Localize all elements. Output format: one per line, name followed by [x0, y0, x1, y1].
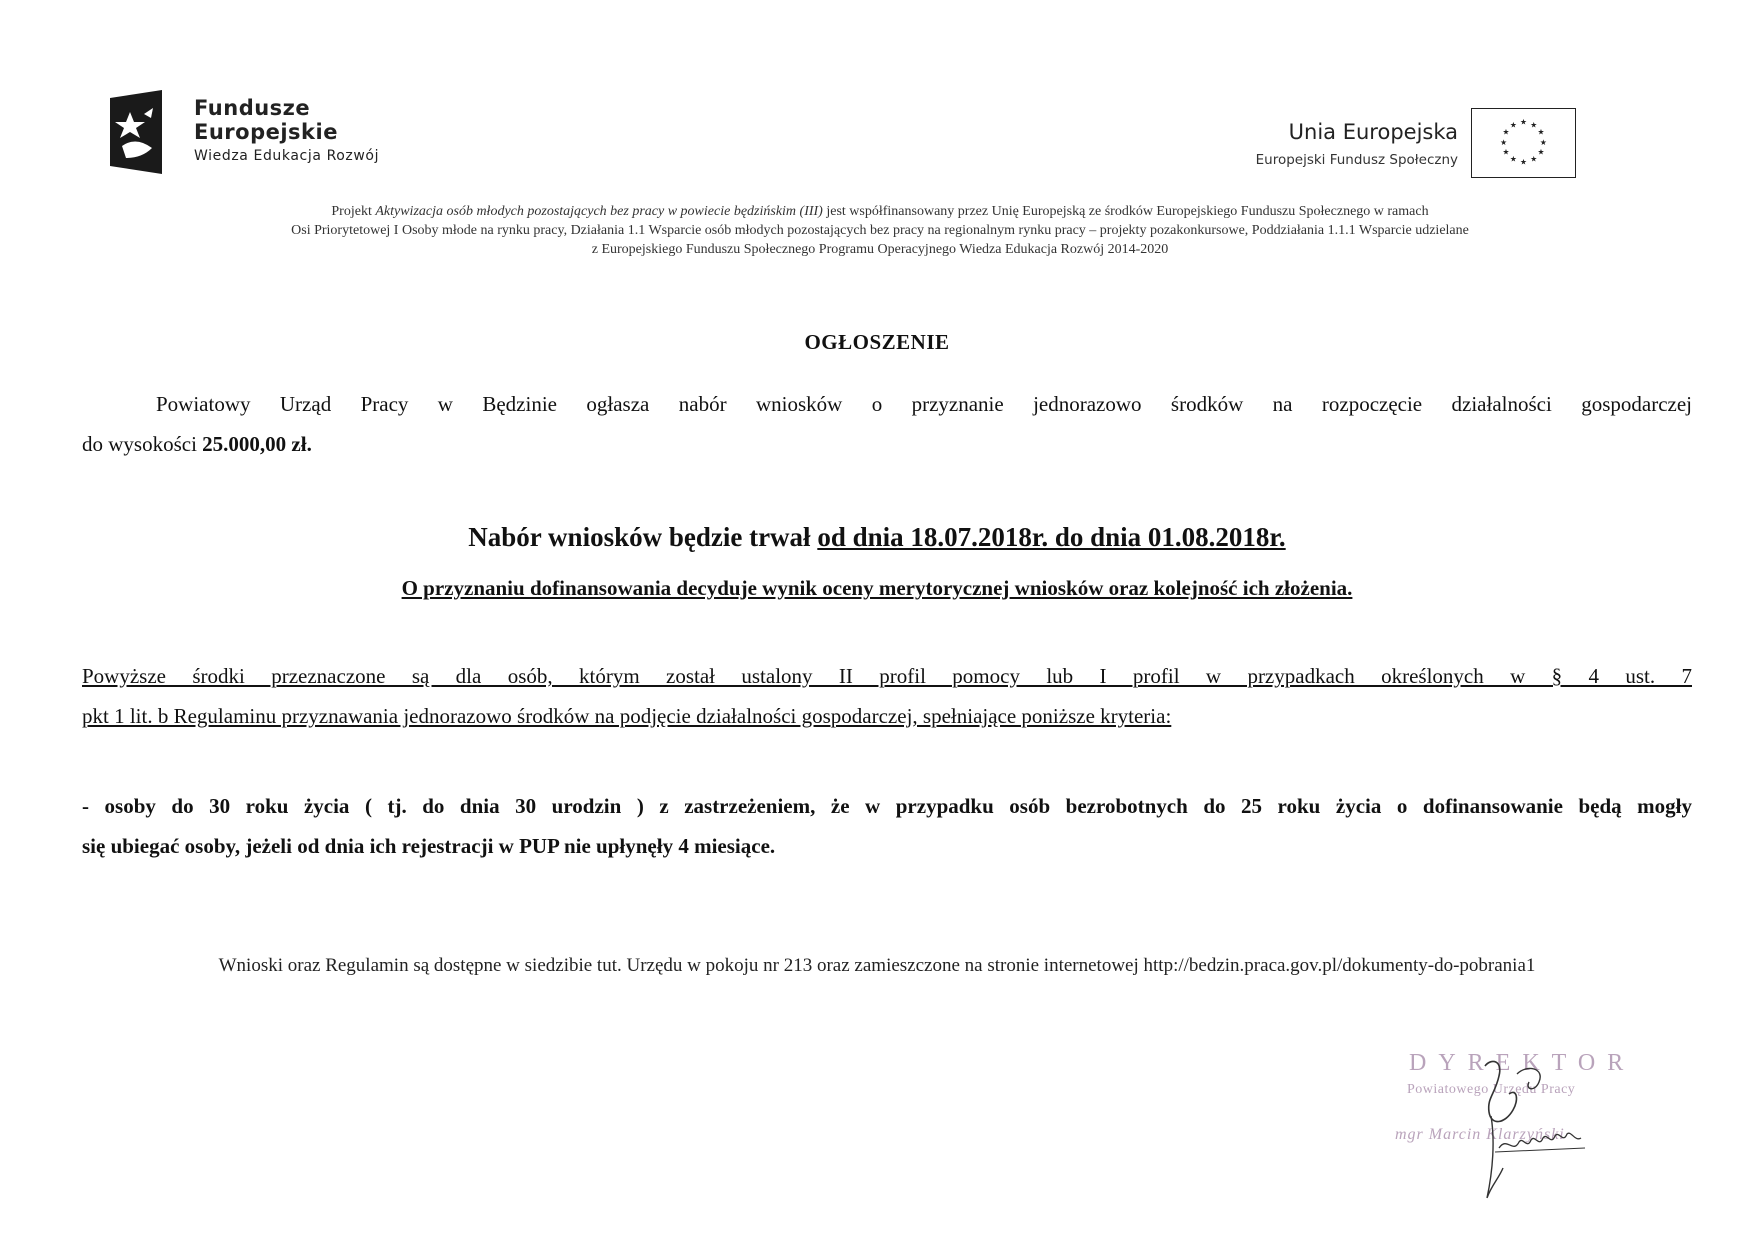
- svg-text:★: ★: [1500, 137, 1508, 147]
- eu-logo-subtitle: Europejski Fundusz Społeczny: [1255, 152, 1458, 168]
- svg-text:★: ★: [1530, 120, 1538, 130]
- project-cofinancing-note: [60, 202, 1700, 259]
- svg-text:★: ★: [1537, 127, 1545, 137]
- project-note-line3: z Europejskiego Funduszu Społecznego Programu Operacyjnego Wiedza Edukacja Rozwój 2014-2020: [591, 242, 1169, 257]
- amount-label: do wysokości: [82, 432, 203, 456]
- criteria-line2: się ubiegać osoby, jeżeli od dnia ich rejestracji w PUP nie upłynęły 4 miesiące.: [82, 834, 776, 858]
- svg-text:★: ★: [1502, 127, 1510, 137]
- fe-logo-line1: Fundusze: [194, 96, 311, 120]
- page-title: OGŁOSZENIE: [804, 330, 950, 354]
- project-note-prefix: Projekt: [331, 204, 376, 219]
- project-note-line2: Osi Priorytetowej I Osoby młode na rynku pracy, Działania 1.1 Wsparcie osób młodych pozostających bez pracy na regionalnym rynku pracy – projekty pozakonkursowe, Poddziałania 1.1.1 Wsparcie udzielane: [291, 223, 1469, 238]
- fundusze-europejskie-mark-icon: [110, 90, 168, 174]
- recruitment-dates: od dnia 18.07.2018r. do dnia 01.08.2018r.: [817, 522, 1286, 552]
- amount-value: 25.000,00 zł.: [202, 432, 312, 456]
- fe-logo-line2: Europejskie: [194, 120, 338, 144]
- svg-text:★: ★: [1520, 117, 1527, 127]
- director-stamp: [1395, 1050, 1645, 1210]
- recruitment-label: Nabór wniosków będzie trwał: [468, 522, 818, 552]
- criteria-paragraph: [82, 786, 1692, 866]
- project-note-suffix: jest współfinansowany przez Unię Europejską ze środków Europejskiego Funduszu Społecznego w ramach: [822, 204, 1429, 219]
- eu-flag-icon: [1471, 108, 1576, 178]
- svg-text:★: ★: [1509, 154, 1517, 164]
- svg-text:★: ★: [1537, 147, 1545, 157]
- svg-text:★: ★: [1509, 120, 1517, 130]
- svg-text:★: ★: [1502, 147, 1510, 157]
- eligibility-line2: pkt 1 lit. b Regulaminu przyznawania jednorazowo środków na podjęcie działalności gospodarczej, spełniające poniższe kryteria:: [82, 704, 1172, 728]
- announcement-paragraph: [82, 384, 1692, 464]
- decision-note: O przyznaniu dofinansowania decyduje wynik oceny merytorycznej wniosków oraz kolejność ich złożenia.: [401, 576, 1353, 600]
- documents-availability-note: Wnioski oraz Regulamin są dostępne w siedzibie tut. Urzędu w pokoju nr 213 oraz zamieszczone na stronie internetowej http://bedzin.praca.gov.pl/dokumenty-do-pobrania1: [218, 955, 1536, 976]
- stamp-office: Powiatowego Urzędu Pracy: [1407, 1082, 1576, 1097]
- eu-logo-title: Unia Europejska: [1288, 120, 1458, 144]
- eligibility-line1: Powyższe środki przeznaczone są dla osób, którym został ustalony II profil pomocy lub I profil w przypadkach określonych w § 4 ust. 7: [82, 664, 1692, 688]
- recruitment-period: [0, 522, 1754, 553]
- announcement-line1: Powiatowy Urząd Pracy w Będzinie ogłasza nabór wniosków o przyznanie jednorazowo środków na rozpoczęcie działalności gospodarczej: [156, 392, 1692, 416]
- announcement-line2: [82, 432, 312, 456]
- unia-europejska-logo: [1190, 108, 1590, 184]
- stamp-title: DYREKTOR: [1409, 1050, 1636, 1076]
- stamp-name: mgr Marcin Klarzyński: [1395, 1126, 1565, 1143]
- handwritten-signature: [1395, 1050, 1645, 1210]
- fundusze-europejskie-logo: [110, 90, 440, 180]
- criteria-line1: - osoby do 30 roku życia ( tj. do dnia 30 urodzin ) z zastrzeżeniem, że w przypadku osób bezrobotnych do 25 roku życia o dofinansowanie będą mogły: [82, 794, 1692, 818]
- svg-text:★: ★: [1530, 154, 1538, 164]
- project-title: Aktywizacja osób młodych pozostających bez pracy w powiecie będzińskim (III): [375, 204, 823, 219]
- svg-text:★: ★: [1520, 157, 1527, 167]
- svg-text:★: ★: [1539, 137, 1547, 147]
- project-note-line1: [60, 202, 1700, 221]
- eligibility-paragraph: [82, 656, 1692, 736]
- fe-logo-tagline: Wiedza Edukacja Rozwój: [194, 148, 380, 164]
